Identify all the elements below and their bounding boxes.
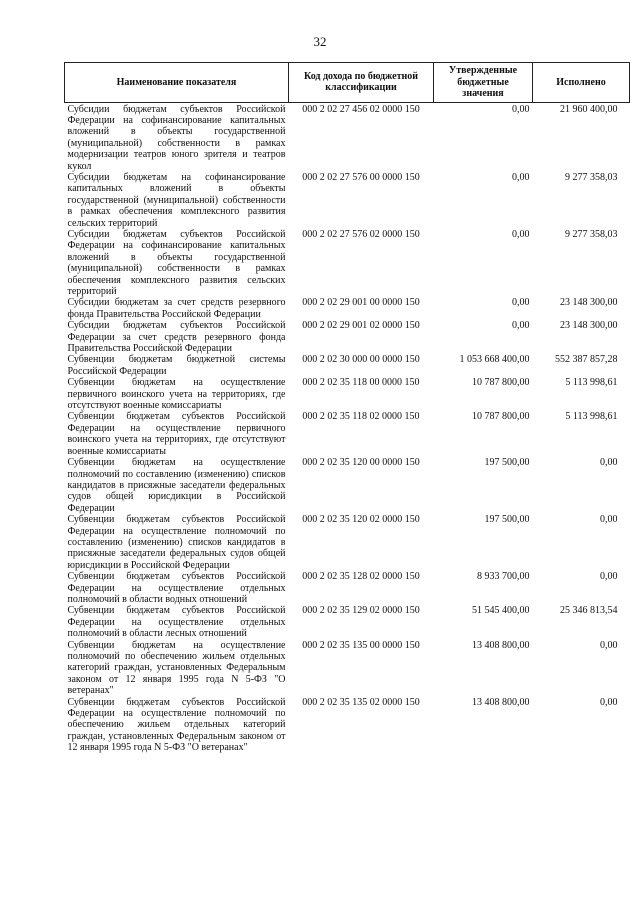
table-row <box>65 102 630 172</box>
row-executed: 23 148 300,00 <box>560 320 618 332</box>
row-name: Субвенции бюджетам субъектов Российской Федерации на осуществление отдельных полномочий в области лесных отношений <box>67 605 286 640</box>
row-code: 000 2 02 35 120 00 0000 150 <box>302 457 420 469</box>
row-approved: 13 408 800,00 <box>472 696 530 708</box>
row-executed: 9 277 358,03 <box>565 228 618 240</box>
table-row <box>65 229 630 297</box>
row-approved: 51 545 400,00 <box>472 605 530 617</box>
row-approved: 13 408 800,00 <box>472 639 530 651</box>
row-executed: 5 113 998,61 <box>565 411 618 423</box>
row-code: 000 2 02 35 128 02 0000 150 <box>302 571 420 583</box>
row-executed: 0,00 <box>600 457 618 469</box>
row-code: 000 2 02 35 118 00 0000 150 <box>302 377 420 389</box>
row-name: Субвенции бюджетам бюджетной системы Российской Федерации <box>67 354 286 377</box>
row-executed: 21 960 400,00 <box>560 103 618 115</box>
row-approved: 1 053 668 400,00 <box>459 354 530 366</box>
row-executed: 0,00 <box>600 571 618 583</box>
table-row <box>65 354 630 377</box>
budget-table <box>64 62 630 754</box>
row-executed: 5 113 998,61 <box>565 377 618 389</box>
row-code: 000 2 02 35 135 00 0000 150 <box>302 639 420 651</box>
header-name: Наименование показателя <box>65 63 289 103</box>
row-name: Субвенции бюджетам субъектов Российской Федерации на осуществление отдельных полномочий в области водных отношений <box>67 571 286 605</box>
row-name: Субвенции бюджетам субъектов Российской Федерации на осуществление полномочий по составлению (изменению) списков кандидатов в присяжные заседатели федеральных судов общей юрисдикции в Российской Федерации <box>67 514 286 571</box>
row-code: 000 2 02 27 456 02 0000 150 <box>302 103 420 115</box>
row-name: Субсидии бюджетам субъектов Российской Федерации на софинансирование капитальных вложений в объекты государственной (муниципальной) собственности в рамках модернизации театров юного зрителя и театров кукол <box>67 103 286 172</box>
table-row <box>65 640 630 697</box>
row-code: 000 2 02 35 129 02 0000 150 <box>302 605 420 617</box>
row-code: 000 2 02 35 118 02 0000 150 <box>302 411 420 423</box>
table-row <box>65 514 630 571</box>
row-approved: 197 500,00 <box>484 514 530 526</box>
table-row <box>65 172 630 229</box>
row-approved: 197 500,00 <box>484 457 530 469</box>
row-executed: 552 387 857,28 <box>555 354 618 366</box>
row-name: Субвенции бюджетам на осуществление полномочий по обеспечению жильем отдельных категорий граждан, установленных Федеральным законом от 12 января 1995 года N 5-ФЗ "О ветеранах" <box>67 639 286 697</box>
row-name: Субсидии бюджетам на софинансирование капитальных вложений в объекты государственной (муниципальной) собственности в рамках обеспечения комплексного развития сельских территорий <box>67 171 286 229</box>
row-code: 000 2 02 27 576 00 0000 150 <box>302 171 420 183</box>
row-code: 000 2 02 30 000 00 0000 150 <box>302 354 420 366</box>
table-row <box>65 457 630 514</box>
table-row <box>65 571 630 605</box>
header-executed: Исполнено <box>533 63 630 103</box>
row-name: Субвенции бюджетам на осуществление полномочий по составлению (изменению) списков кандидатов в присяжные заседатели федеральных судов общей юрисдикции в Российской Федерации <box>67 457 286 514</box>
row-executed: 9 277 358,03 <box>565 171 618 183</box>
row-approved: 8 933 700,00 <box>477 571 530 583</box>
row-approved: 10 787 800,00 <box>472 377 530 389</box>
table-row <box>65 297 630 320</box>
table-row <box>65 411 630 457</box>
table-row <box>65 697 630 754</box>
row-executed: 0,00 <box>600 514 618 526</box>
row-code: 000 2 02 29 001 02 0000 150 <box>302 320 420 332</box>
row-name: Субсидии бюджетам субъектов Российской Федерации на софинансирование капитальных вложений в объекты государственной (муниципальной) собственности в рамках обеспечения комплексного развития сельских территорий <box>67 228 286 297</box>
row-code: 000 2 02 35 120 02 0000 150 <box>302 514 420 526</box>
row-executed: 0,00 <box>600 639 618 651</box>
table-header <box>65 63 630 103</box>
row-approved: 0,00 <box>512 103 530 115</box>
table-row <box>65 320 630 354</box>
row-name: Субвенции бюджетам субъектов Российской Федерации на осуществление первичного воинского учета на территориях, где отсутствуют военные комиссариаты <box>67 411 286 457</box>
row-executed: 25 346 813,54 <box>560 605 618 617</box>
row-approved: 0,00 <box>512 228 530 240</box>
header-approved: Утвержденные бюджетные значения <box>434 63 533 103</box>
row-executed: 23 148 300,00 <box>560 297 618 309</box>
row-code: 000 2 02 35 135 02 0000 150 <box>302 696 420 708</box>
row-name: Субвенции бюджетам на осуществление первичного воинского учета на территориях, где отсутствуют военные комиссариаты <box>67 377 286 412</box>
row-code: 000 2 02 29 001 00 0000 150 <box>302 297 420 309</box>
row-executed: 0,00 <box>600 696 618 708</box>
page-number: 32 <box>313 34 327 49</box>
row-approved: 0,00 <box>512 297 530 309</box>
table-row <box>65 377 630 411</box>
row-approved: 10 787 800,00 <box>472 411 530 423</box>
row-name: Субсидии бюджетам за счет средств резервного фонда Правительства Российской Федерации <box>67 297 286 320</box>
row-approved: 0,00 <box>512 171 530 183</box>
row-approved: 0,00 <box>512 320 530 332</box>
row-code: 000 2 02 27 576 02 0000 150 <box>302 228 420 240</box>
table-row <box>65 605 630 639</box>
row-name: Субсидии бюджетам субъектов Российской Федерации за счет средств резервного фонда Правительства Российской Федерации <box>67 320 286 355</box>
header-code: Код дохода по бюджетной классификации <box>289 63 434 103</box>
row-name: Субвенции бюджетам субъектов Российской Федерации на осуществление полномочий по обеспечению жильем отдельных категорий граждан, установленных Федеральным законом от 12 января 1995 года N 5-ФЗ "О ветеранах" <box>67 696 286 754</box>
